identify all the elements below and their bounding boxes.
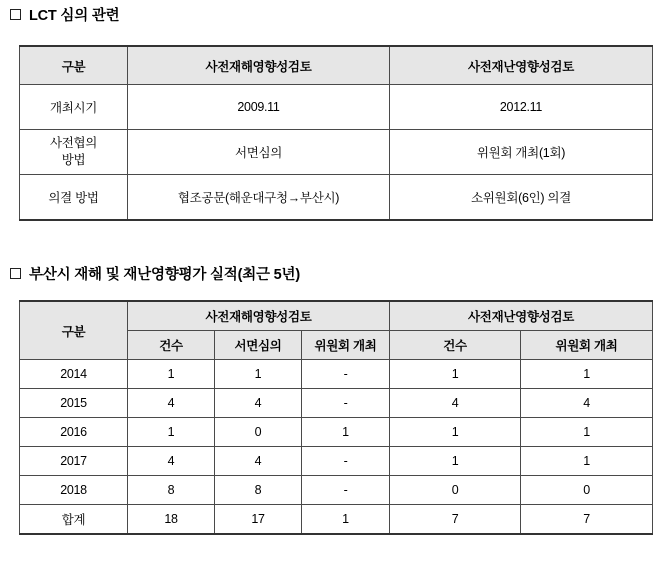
table-header-group-row: [20, 301, 653, 331]
sub-header-disaster-written: 서면심의: [215, 331, 302, 360]
cell-value: 1: [390, 447, 521, 476]
cell-value: 7: [521, 505, 653, 535]
square-bullet-icon: [10, 268, 21, 279]
cell-value: -: [302, 476, 390, 505]
cell-consultation-calamity: 위원회 개최(1회): [390, 130, 653, 175]
cell-value: 4: [215, 389, 302, 418]
cell-value: -: [302, 360, 390, 389]
table-row-total: [20, 505, 653, 535]
table-row: [20, 418, 653, 447]
lct-table-head: [20, 46, 653, 85]
cell-value: 1: [128, 418, 215, 447]
section-heading-busan: [10, 263, 648, 284]
cell-value: 7: [390, 505, 521, 535]
cell-value: 8: [215, 476, 302, 505]
group-header-disaster-impact: 사전재해영향성검토: [128, 301, 390, 331]
column-header-disaster-impact: 사전재해영향성검토: [128, 46, 390, 85]
cell-value: 1: [521, 418, 653, 447]
cell-value: 1: [302, 505, 390, 535]
table-row: [20, 360, 653, 389]
table-row: [20, 130, 653, 175]
cell-value: -: [302, 447, 390, 476]
busan-table-body: [20, 360, 653, 535]
column-header-category: 구분: [20, 46, 128, 85]
cell-value: 4: [521, 389, 653, 418]
sub-header-calamity-count: 건수: [390, 331, 521, 360]
cell-consultation-disaster: 서면심의: [128, 130, 390, 175]
cell-value: 1: [521, 447, 653, 476]
cell-value: 18: [128, 505, 215, 535]
row-label-year: 2018: [20, 476, 128, 505]
sub-header-calamity-committee: 위원회 개최: [521, 331, 653, 360]
cell-value: 0: [390, 476, 521, 505]
column-header-category: 구분: [20, 301, 128, 360]
row-label-year: 2016: [20, 418, 128, 447]
cell-value: 1: [521, 360, 653, 389]
cell-value: 1: [390, 360, 521, 389]
cell-value: 1: [390, 418, 521, 447]
cell-value: 0: [215, 418, 302, 447]
row-label-line2: 방법: [61, 153, 86, 167]
table-header-row: [20, 46, 653, 85]
cell-value: 17: [215, 505, 302, 535]
row-label-total: 합계: [20, 505, 128, 535]
cell-value: 1: [128, 360, 215, 389]
cell-value: 8: [128, 476, 215, 505]
lct-review-table: [19, 45, 653, 221]
group-header-calamity-impact: 사전재난영향성검토: [390, 301, 653, 331]
column-header-calamity-impact: 사전재난영향성검토: [390, 46, 653, 85]
cell-open-date-disaster: 2009.11: [128, 85, 390, 130]
cell-value: 0: [521, 476, 653, 505]
busan-performance-table: [19, 300, 653, 535]
row-label-year: 2017: [20, 447, 128, 476]
document-page: [0, 4, 658, 535]
lct-table-body: [20, 85, 653, 221]
row-label-line1: 사전협의: [49, 136, 98, 151]
cell-decision-calamity: 소위원회(6인) 의결: [390, 175, 653, 221]
table-row: [20, 389, 653, 418]
section-heading-lct: [10, 4, 648, 25]
cell-decision-disaster: 협조공문(해운대구청→부산시): [128, 175, 390, 221]
table-row: [20, 85, 653, 130]
row-label-year: 2014: [20, 360, 128, 389]
square-bullet-icon: [10, 9, 21, 20]
busan-table-head: [20, 301, 653, 360]
sub-header-disaster-committee: 위원회 개최: [302, 331, 390, 360]
row-label-pre-consultation: [20, 130, 128, 175]
cell-value: 4: [128, 447, 215, 476]
section-spacer: [10, 221, 648, 263]
cell-value: 4: [128, 389, 215, 418]
table-row: [20, 476, 653, 505]
table-row: [20, 175, 653, 221]
cell-value: 4: [390, 389, 521, 418]
cell-value: -: [302, 389, 390, 418]
row-label-year: 2015: [20, 389, 128, 418]
cell-value: 1: [215, 360, 302, 389]
cell-value: 4: [215, 447, 302, 476]
cell-open-date-calamity: 2012.11: [390, 85, 653, 130]
sub-header-disaster-count: 건수: [128, 331, 215, 360]
section-heading-busan-label: 부산시 재해 및 재난영향평가 실적(최근 5년): [29, 267, 300, 283]
row-label-open-date: 개최시기: [20, 85, 128, 130]
row-label-decision-method: 의결 방법: [20, 175, 128, 221]
table-row: [20, 447, 653, 476]
section-heading-lct-label: LCT 심의 관련: [29, 8, 120, 24]
cell-value: 1: [302, 418, 390, 447]
